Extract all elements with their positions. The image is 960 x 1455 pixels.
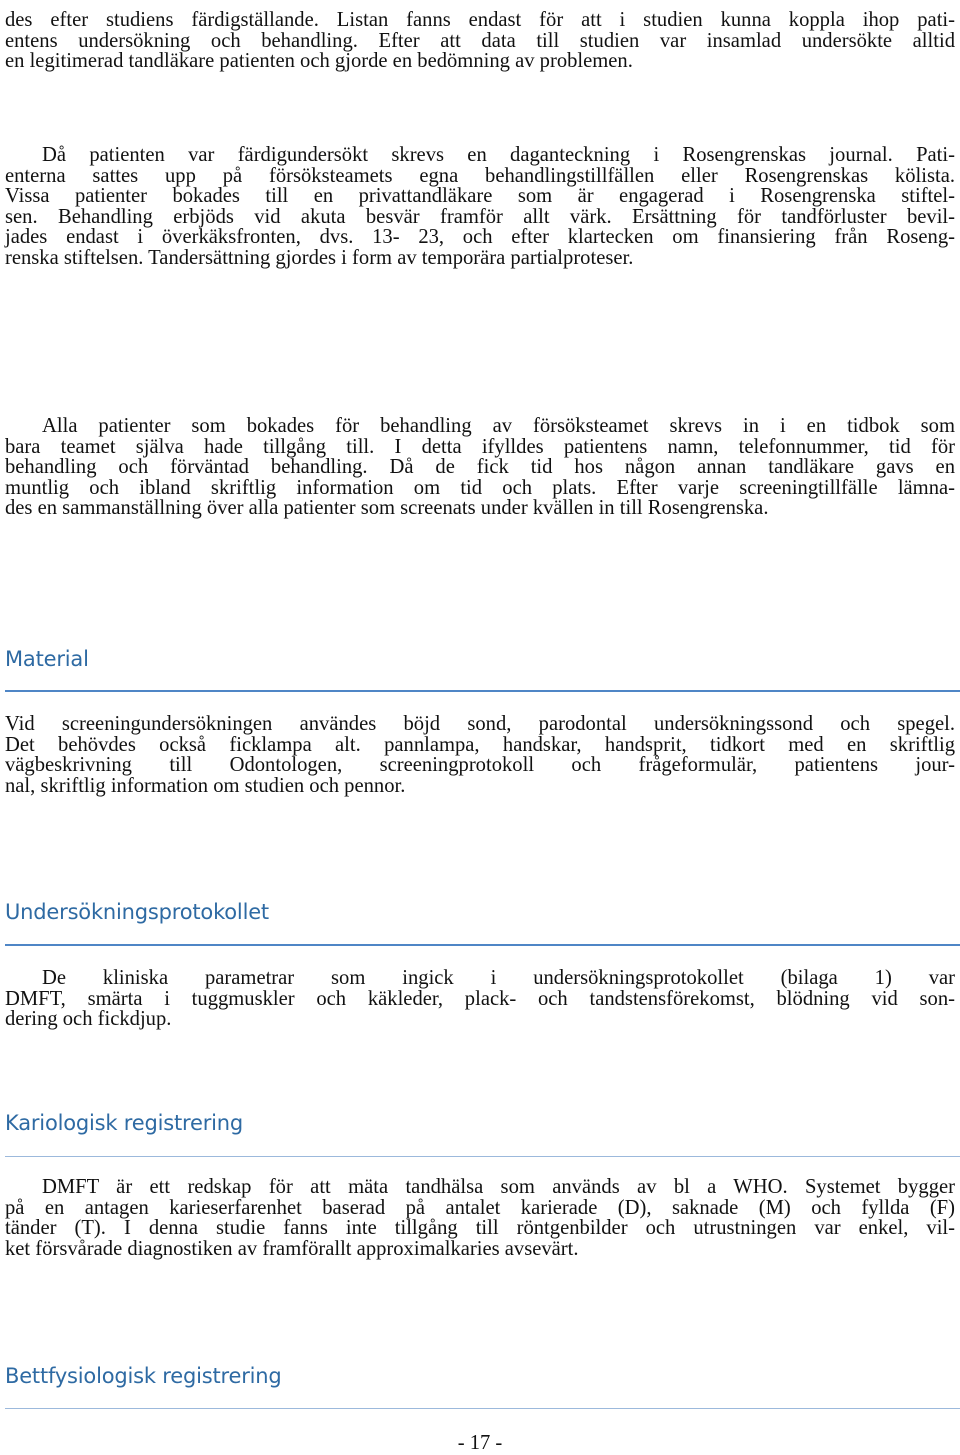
- section-rule: [5, 944, 960, 946]
- text-line: jades endast i överkäksfronten, dvs. 13- 23, och efter klartecken om finansiering från Roseng-: [5, 226, 955, 249]
- paragraph-material: [5, 702, 955, 797]
- text-line: en legitimerad tandläkare patienten och gjorde en bedömning av problemen.: [5, 50, 633, 73]
- section-heading-protokoll: Undersökningsprotokollet: [5, 900, 269, 924]
- section-rule: [5, 1408, 960, 1409]
- text-line: renska stiftelsen. Tandersättning gjordes i form av temporära partialproteser.: [5, 246, 634, 269]
- section-heading-material: Material: [5, 647, 89, 671]
- text-line: vägbeskrivning till Odontologen, screeningprotokoll och frågeformulär, patientens jour-: [5, 754, 955, 777]
- text-line: Då patienten var färdigundersökt skrevs en daganteckning i Rosengrenskas journal. Pati-: [42, 144, 955, 166]
- text-line: De kliniska parametrar som ingick i undersökningsprotokollet (bilaga 1) var: [42, 967, 955, 989]
- text-line: på en antagen karieserfarenhet baserad på antalet karierade (D), saknade (M) och fyllda (F): [5, 1196, 955, 1219]
- text-line: enterna sattes upp på försöksteamets egna behandlingstillfällen eller Rosengrenskas kölista.: [5, 164, 955, 187]
- text-line: DMFT är ett redskap för att mäta tandhälsa som används av bl a WHO. Systemet bygger: [42, 1176, 955, 1198]
- text-line: Alla patienter som bokades för behandling av försöksteamet skrevs in i en tidbok som: [42, 415, 955, 437]
- paragraph-continuation: [5, 0, 955, 73]
- text-line: DMFT, smärta i tuggmuskler och käkleder, plack- och tandstensförekomst, blödning vid son-: [5, 987, 955, 1010]
- text-line: Vissa patienter bokades till en privattandläkare som är engagerad i Rosengrenska stiftel-: [5, 185, 955, 208]
- section-rule: [5, 690, 960, 692]
- section-heading-bettfysiologisk: Bettfysiologisk registrering: [5, 1364, 282, 1388]
- text-line: behandling och förväntad behandling. Då de fick tid hos någon annan tandläkare gavs en: [5, 456, 955, 479]
- text-line: bara teamet själva hade tillgång till. I detta ifylldes patientens namn, telefonnummer, tid för: [5, 435, 955, 458]
- text-line: Vid screeningundersökningen användes böjd sond, parodontal undersökningssond och spegel.: [5, 713, 955, 735]
- section-heading-kariologisk: Kariologisk registrering: [5, 1111, 244, 1135]
- paragraph-journal: [5, 134, 955, 269]
- paragraph-dmft: [5, 1166, 955, 1260]
- section-rule: [5, 1156, 960, 1157]
- text-line: nal, skriftlig information om studien och pennor.: [5, 774, 406, 797]
- text-line: Det behövdes också ficklampa alt. pannlampa, handskar, handsprit, tidkort med en skriftlig: [5, 733, 955, 756]
- text-line: sen. Behandling erbjöds vid akuta besvär framför allt värk. Ersättning för tandförluster bevil-: [5, 205, 955, 228]
- text-line: des efter studiens färdigställande. Listan fanns endast för att i studien kunna koppla ihop pati-: [5, 9, 955, 31]
- document-page: [5, 0, 955, 1455]
- text-line: dering och fickdjup.: [5, 1008, 172, 1031]
- paragraph-tidbok: [5, 405, 955, 520]
- text-line: entens undersökning och behandling. Efter att data till studien var insamlad undersökte alltid: [5, 29, 955, 52]
- page-number: - 17 -: [457, 1432, 503, 1454]
- text-line: tänder (T). I denna studie fanns inte tillgång till röntgenbilder och utrustningen var enkel, vil-: [5, 1217, 955, 1240]
- paragraph-protokoll: [5, 957, 955, 1031]
- text-line: des en sammanställning över alla patienter som screenats under kvällen in till Rosengrenska.: [5, 497, 769, 520]
- text-line: muntlig och ibland skriftlig information om tid och plats. Efter varje screeningtillfälle lämna-: [5, 476, 955, 499]
- text-line: ket försvårade diagnostiken av framförallt approximalkaries avsevärt.: [5, 1237, 579, 1260]
